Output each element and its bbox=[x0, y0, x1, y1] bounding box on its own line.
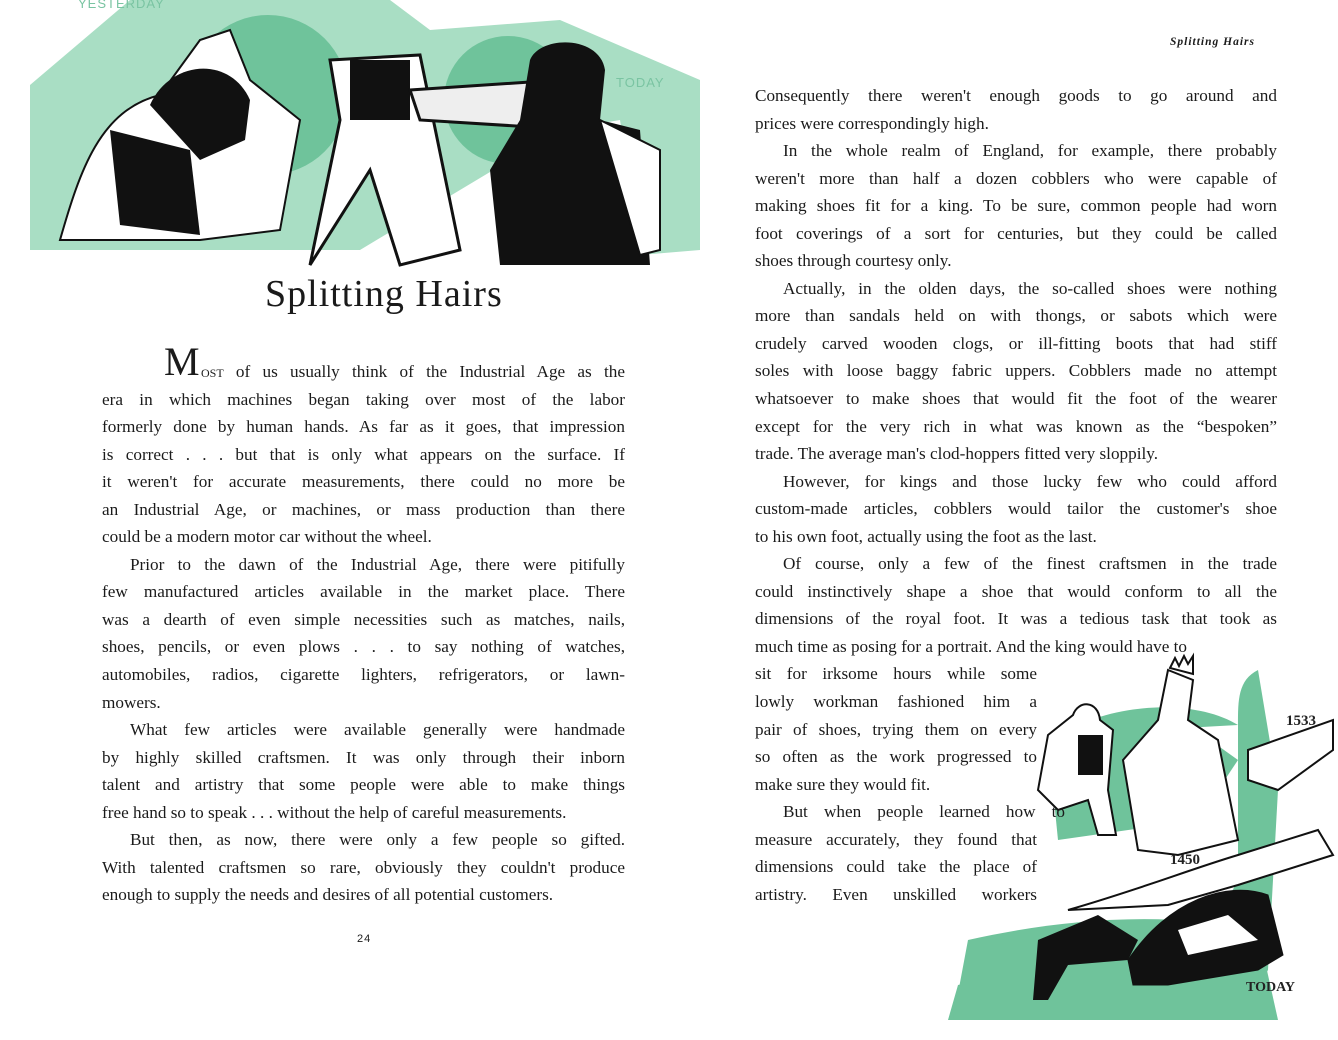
text-line: was a dearth of even simple necessities such as matches, nails, bbox=[102, 609, 625, 629]
text-line: soles with loose baggy fabric uppers. Cobblers made no attempt bbox=[755, 361, 1277, 381]
text-line: But when people learned how to bbox=[783, 802, 1065, 822]
text-line: could instinctively shape a shoe that would conform to all the bbox=[755, 581, 1277, 601]
text-line: is correct . . . but that is only what appears on the surface. If bbox=[102, 444, 625, 464]
text-line: era in which machines began taking over most of the labor bbox=[102, 389, 625, 409]
text-line: could be a modern motor car without the wheel. bbox=[102, 527, 432, 547]
text-line: dimensions of the royal foot. It was a tedious task that took as bbox=[755, 609, 1277, 629]
text-line: foot coverings of a sort for centuries, but they could be called bbox=[755, 223, 1277, 243]
yesterday-label: YESTERDAY bbox=[78, 0, 165, 11]
text-line: artistry. Even unskilled workers bbox=[755, 884, 1037, 904]
text-line: mowers. bbox=[102, 692, 161, 712]
text-line: making shoes fit for a king. To be sure, common people had worn bbox=[755, 196, 1277, 216]
text-line: Consequently there weren't enough goods to go around and bbox=[755, 86, 1277, 105]
text-line: to his own foot, actually using the foot as the last. bbox=[755, 526, 1097, 546]
text-line: it weren't for accurate measurements, there could no more be bbox=[102, 472, 625, 492]
text-line: However, for kings and those lucky few who could afford bbox=[783, 471, 1277, 491]
right-page-text bbox=[755, 82, 1277, 908]
text-line: make sure they would fit. bbox=[755, 774, 931, 794]
text-line: But then, as now, there were only a few people so gifted. bbox=[130, 830, 625, 850]
year-1450-label: 1450 bbox=[1170, 852, 1200, 868]
text-line: sit for irksome hours while some bbox=[755, 664, 1037, 684]
drop-cap: M bbox=[164, 339, 200, 384]
text-line: dimensions could take the place of bbox=[755, 857, 1037, 877]
left-page-text bbox=[102, 339, 625, 909]
text-line: except for the very rich in what was known as the “bespoken” bbox=[755, 416, 1277, 436]
text-line: whatsoever to make shoes that would fit the foot of the wearer bbox=[755, 389, 1277, 409]
text-line: shoes through courtesy only. bbox=[755, 251, 952, 271]
text-line: few manufactured articles available in the market place. There bbox=[102, 582, 625, 602]
text-line: weren't more than half a dozen cobblers who were capable of bbox=[755, 168, 1277, 188]
text-line: Of course, only a few of the finest craftsmen in the trade bbox=[783, 554, 1277, 574]
text-line: trade. The average man's clod-hoppers fitted very sloppily. bbox=[755, 444, 1159, 464]
year-1533-label: 1533 bbox=[1286, 713, 1316, 729]
text-line: Prior to the dawn of the Industrial Age, there were pitifully bbox=[130, 554, 625, 574]
first-line-text: of us usually think of the Industrial Age as the bbox=[223, 362, 625, 381]
text-line: crudely carved wooden clogs, or ill-fitting boots that had stiff bbox=[755, 333, 1277, 353]
text-line: With talented craftsmen so rare, obviously they couldn't produce bbox=[102, 857, 625, 877]
first-line bbox=[102, 339, 625, 386]
small-caps-lead: ost bbox=[201, 362, 224, 381]
text-line: an Industrial Age, or machines, or mass production than there bbox=[102, 499, 625, 519]
text-line: shoes, pencils, or even plows . . . to say nothing of watches, bbox=[102, 637, 625, 657]
text-line: measure accurately, they found that bbox=[755, 829, 1037, 849]
text-line: custom-made articles, cobblers would tailor the customer's shoe bbox=[755, 499, 1277, 519]
text-line: In the whole realm of England, for example, there probably bbox=[783, 141, 1277, 161]
text-line: more than sandals held on with thongs, or sabots which were bbox=[755, 306, 1277, 326]
text-line: lowly workman fashioned him a bbox=[755, 692, 1037, 712]
text-line: prices were correspondingly high. bbox=[755, 113, 989, 133]
text-line: What few articles were available generally were handmade bbox=[130, 720, 625, 740]
text-line: so often as the work progressed to bbox=[755, 747, 1037, 767]
text-line: much time as posing for a portrait. And the king would have to bbox=[755, 636, 1187, 656]
text-line: automobiles, radios, cigarette lighters, refrigerators, or lawn- bbox=[102, 665, 625, 685]
text-line: pair of shoes, trying them on every bbox=[755, 719, 1037, 739]
text-line: talent and artistry that some people were able to make things bbox=[102, 775, 625, 795]
text-line: Actually, in the olden days, the so-called shoes were nothing bbox=[783, 278, 1277, 298]
yesterday-today-illustration bbox=[0, 0, 700, 275]
today-shoe-label: TODAY bbox=[1246, 980, 1296, 995]
chapter-title: Splitting Hairs bbox=[265, 273, 503, 315]
text-line: enough to supply the needs and desires of all potential customers. bbox=[102, 885, 554, 905]
running-head: Splitting Hairs bbox=[1170, 36, 1255, 48]
text-line: by highly skilled craftsmen. It was only through their inborn bbox=[102, 747, 625, 767]
page-number: 24 bbox=[357, 933, 372, 945]
text-line: free hand so to speak . . . without the help of careful measurements. bbox=[102, 802, 567, 822]
today-label: TODAY bbox=[616, 75, 665, 90]
text-line: formerly done by human hands. As far as it goes, that impression bbox=[102, 417, 625, 437]
